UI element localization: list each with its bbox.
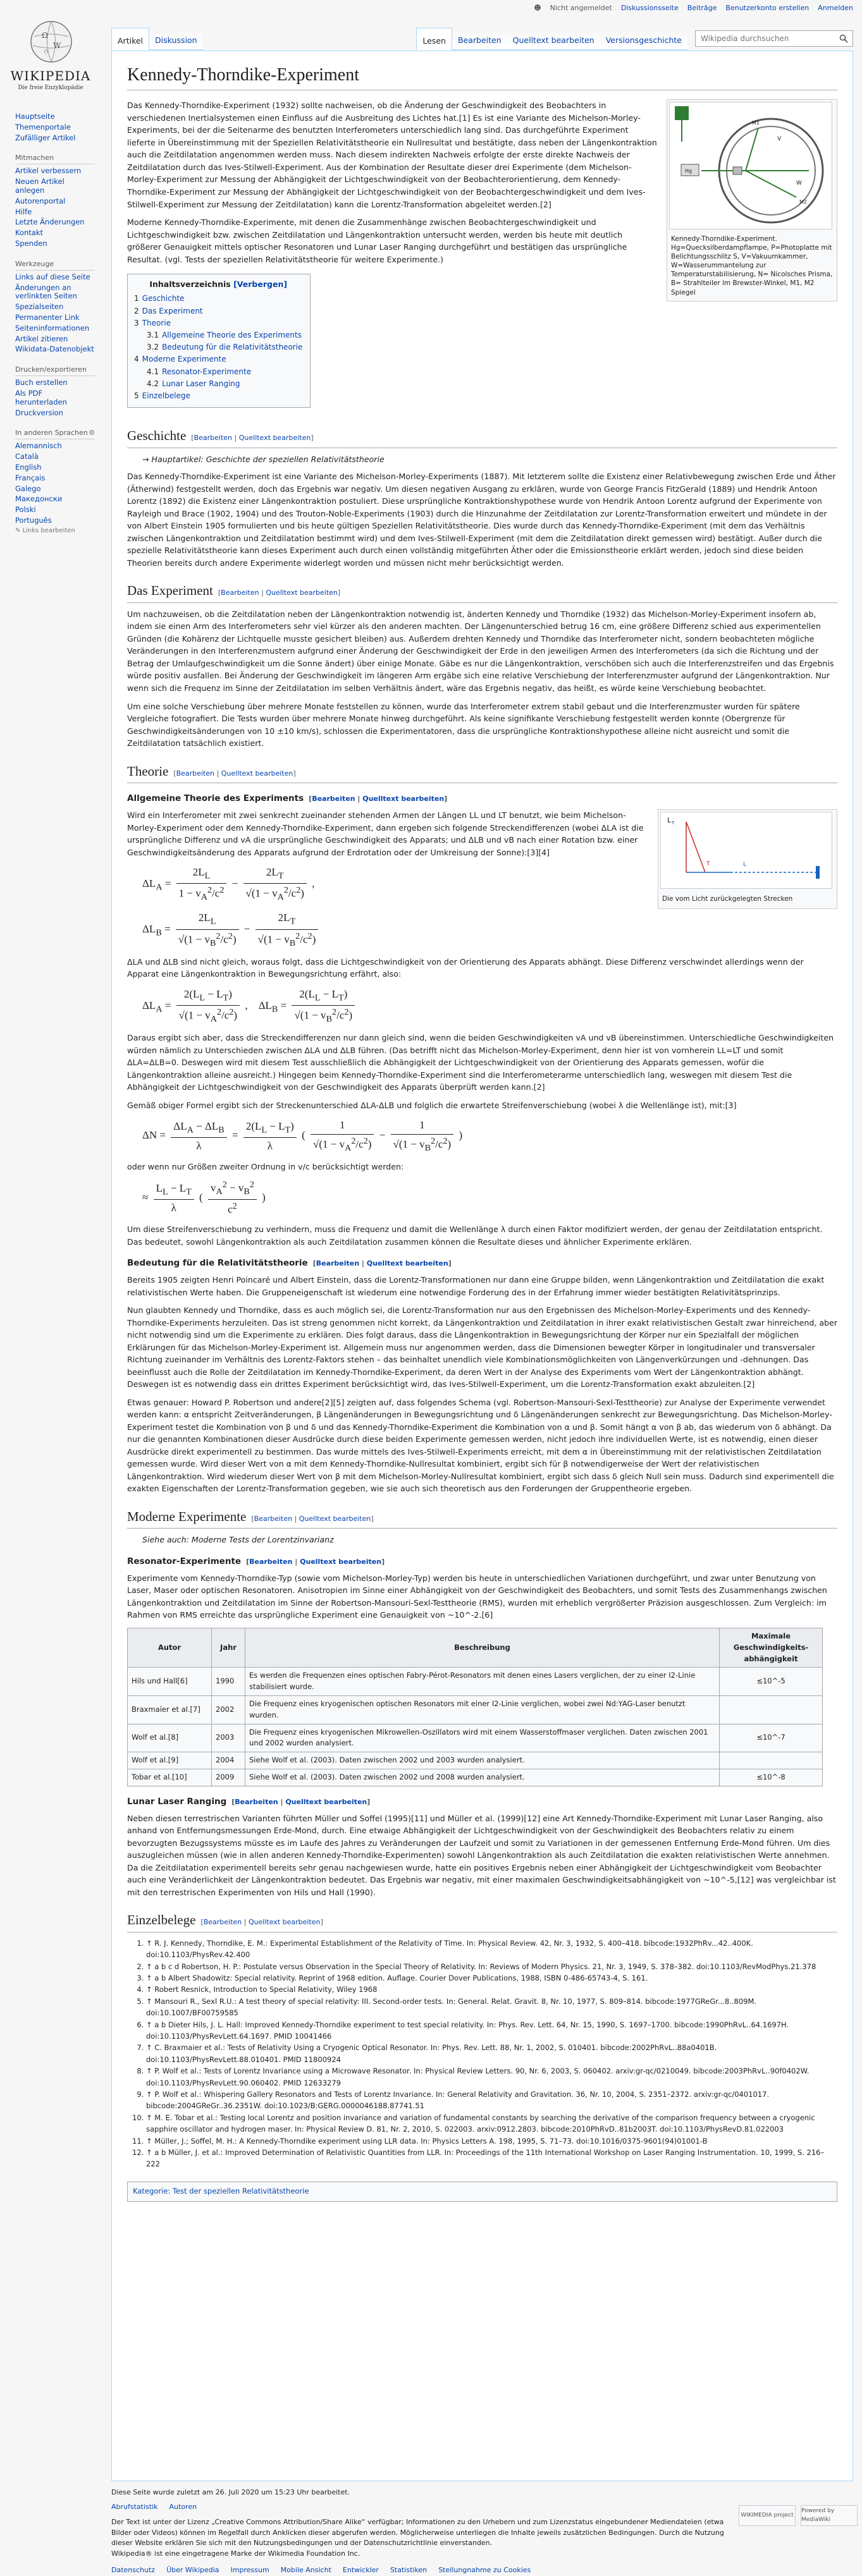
footer-link[interactable]: Über Wikipedia: [166, 2566, 219, 2574]
sidebar-navigation: [15, 113, 95, 142]
table-cell: Siehe Wolf et al. (2003). Daten zwischen 2002 und 2003 wurden analysiert.: [245, 1752, 720, 1769]
sidebar-item[interactable]: Spezialseiten: [15, 302, 64, 312]
equation-fringe-shift: ΔN = $\frac{\Delta L_A - \Delta L_B}{\lambda}$ = $\frac{2(L_L - L_T)}{\lambda}$ ( $\frac{1}{√(1 - v_A^2/c^2)}$ − $\frac{1}{√(1 - v_B^2/c^2)}$ ): [142, 1117, 837, 1155]
sidebar-item[interactable]: Kontakt: [15, 228, 44, 238]
namespace-tabs: [111, 28, 203, 51]
footer-link[interactable]: Datenschutz: [111, 2566, 156, 2574]
wordmark: WIKIPEDIA: [10, 68, 91, 83]
theory-paragraph-3: Daraus ergibt sich aber, dass die Streckendifferenzen nur dann gleich sind, wenn die beiden Geschwindigkeiten vA und vB übereinstimmen. Unterschiedliche Geschwindigkeiten würden nämlich zu Unterschieden zwischen ΔLA und ΔLB führen. (Das betrifft nicht das Michelson-Morley-Experiment, denn hier ist von vornherein LL=LT und somit ΔLA=ΔLB=0. Deswegen wird mit diesem Test ausschließlich die Abhängigkeit der Lichtgeschwindigkeit von der Orientierung des Apparats gemessen, wofür die Längenkontraktion alleine ausreicht.) Hingegen beim Kennedy-Thorndike-Experiment sind die Interferometerarme unterschiedlich lang, weswegen mit diesem Test die Abhängigkeit der Lichtgeschwindigkeit von der Geschwindigkeit des Apparats überprüft werden kann.[2]: [127, 1033, 834, 1092]
category-links: [127, 2182, 837, 2202]
reference-item: 3. ↑ a b Albert Shadowitz: Special relativity. Reprint of 1968 edition. Auflage. Courier Dover Publications, 1988, ISBN 0-486-65743-4, S. 161.: [146, 1972, 837, 1984]
not-logged-in-text: Nicht angemeldet: [550, 3, 612, 12]
table-row: [128, 1668, 823, 1696]
svg-text:W: W: [53, 41, 61, 50]
table-cell: 2002: [212, 1695, 245, 1724]
theory-paragraph-6: Um diese Streifenverschiebung zu verhindern, muss die Frequenz und damit die Wellenlänge λ durch einen Faktor modifiziert werden, der genau der Zeitdilatation entspricht. Das bedeutet, sowohl Längenkontraktion als auch Zeitdilatation zusammen können die Resultate dieses und ähnlicher Experimente erklären.: [127, 1224, 823, 1247]
language-link[interactable]: Galego: [15, 484, 41, 493]
table-cell: ≲10^-8: [720, 1769, 823, 1786]
tab-edit[interactable]: Bearbeiten: [452, 28, 507, 50]
sidebar-item[interactable]: Neuen Artikel anlegen: [15, 177, 65, 195]
edit-source-link[interactable]: Quelltext bearbeiten: [238, 434, 311, 443]
subsection-heading-relativity: Bedeutung für die Relativitätstheorie [Bearbeiten | Quelltext bearbeiten]: [127, 1258, 452, 1269]
license-text: Der Text ist unter der Lizenz „Creative Commons Attribution/Share Alike“ verfügbar; Informationen zu den Urhebern und zum Lizenzstatus eingebundener Mediendateien (etwa Bilder oder Videos) können im Regelfall durch Anklicken dieser abgerufen werden. Möglicherweise unterliegen die Inhalte jeweils zusätzlichen Bedingungen. Durch die Nutzung dieser Website erklären Sie sich mit den Nutzungsbedingungen und der Datenschutzrichtlinie einverstanden.: [111, 2518, 724, 2547]
edit-source-link[interactable]: Quelltext bearbeiten: [300, 1557, 382, 1566]
equation-contracted: $\Delta L_A$ = $\frac{2(L_L - L_T)}{√(1 - v_A^2/c^2)}$ , $\Delta L_B$ = $\frac{2(L_L - L_T)}{√(1 - v_B^2/c^2)}$: [142, 986, 837, 1027]
reference-item: 10. ↑ M. E. Tobar et al.: Testing local Lorentz and position invariance and variation of fundamental constants by searching the derivative of the comparison frequency between a cryogenic sapphire oscillator and hydrogen maser. In: Physical Review D. 81, Nr. 2, 2010, S. 022003. arxiv:0912.2803. bibcode:2010PhRvD..81b2003T. doi:10.1103/PhysRevD.81.022003: [146, 2112, 837, 2135]
sidebar-item[interactable]: Als PDF herunterladen: [15, 388, 67, 406]
footer-links-2: [111, 2565, 858, 2576]
table-row: [128, 1769, 823, 1786]
sidebar-item-main-page[interactable]: Hauptseite: [15, 112, 55, 121]
sidebar-item[interactable]: Letzte Änderungen: [15, 217, 85, 227]
gear-icon[interactable]: ⚙: [89, 429, 95, 437]
sidebar-item[interactable]: Änderungen an verlinkten Seiten: [15, 283, 77, 301]
theory-paragraph-2: ΔLA und ΔLB sind nicht gleich, woraus folgt, dass die Lichtgeschwindigkeit von der Orientierung des Apparats abhängt. Diese Differenz verschwindet allerdings wenn der Apparat eine Längenkontraktion in Bewegungsrichtung erfährt, also:: [127, 956, 804, 979]
edit-source-link[interactable]: Quelltext bearbeiten: [299, 1514, 371, 1523]
table-cell: Tobar et al.[10]: [128, 1769, 212, 1786]
language-link[interactable]: Македонски: [15, 494, 63, 504]
light-path-diagram: [660, 812, 832, 889]
user-icon: ☻: [534, 3, 541, 12]
hatnote: → Hauptartikel: Geschichte der speziellen Relativitätstheorie: [142, 454, 385, 464]
trademark-text: Wikipedia® ist eine eingetragene Marke der Wikimedia Foundation Inc.: [111, 2549, 360, 2558]
apparatus-diagram: [669, 102, 832, 229]
svg-text:T: T: [672, 821, 675, 826]
sidebar-item[interactable]: Wikidata-Datenobjekt: [15, 345, 94, 354]
footer: [111, 2487, 858, 2576]
tab-discussion[interactable]: Diskussion: [149, 28, 202, 50]
table-cell: Siehe Wolf et al. (2003). Daten zwischen 2002 und 2008 wurden analysiert.: [245, 1769, 720, 1786]
reference-item: 6. ↑ a b Dieter Hils, J. L. Hall: Improved Kennedy-Thorndike experiment to test special relativity. In: Phys. Rev. Lett. 64, Nr. 15, 1990, S. 1697–1700. bibcode:1990PhRvL..64.1697H. doi:10.1103/PhysRevLett.64.1697. PMID 10041466: [146, 2019, 837, 2042]
section-edit-links: [Bearbeiten | Quelltext bearbeiten]: [200, 1918, 323, 1927]
table-cell: Braxmaier et al.[7]: [128, 1695, 212, 1724]
edit-link[interactable]: Bearbeiten: [176, 769, 215, 778]
edit-link[interactable]: Bearbeiten: [203, 1918, 242, 1927]
tab-edit-source[interactable]: Quelltext bearbeiten: [507, 28, 600, 50]
sidebar-languages: [15, 429, 95, 534]
toc-item[interactable]: 3 Theorie: [134, 318, 171, 327]
reference-item: 11. ↑ Müller, J.; Soffel, M. H.: A Kennedy-Thorndike experiment using LLR data. In: Physics Letters A. 198, 1995, S. 71–73. doi:10.1016/0375-9601(94)01001-B: [146, 2135, 837, 2147]
svg-text:T: T: [706, 861, 710, 868]
equation-delta-lb: $\Delta L_B$ = $\frac{2L_L}{√(1 - v_B^2/c^2)}$ − $\frac{2L_T}{√(1 - v_B^2/c^2)}$: [142, 910, 837, 950]
mediawiki-badge[interactable]: Powered by MediaWiki: [801, 2505, 858, 2526]
sidebar-item[interactable]: Buch erstellen: [15, 378, 68, 388]
equation-second-order: ≈ $\frac{L_L - L_T}{\lambda}$ ( $\frac{v_A^2 - v_B^2}{c^2}$ ): [142, 1180, 266, 1216]
section-heading-modern: Moderne Experimente [Bearbeiten | Quelltext bearbeiten]: [127, 1506, 837, 1529]
table-header: Maximale Geschwindigkeits-abhängigkeit: [720, 1628, 823, 1667]
subsection-heading-resonator: Resonator-Experimente [Bearbeiten | Quelltext bearbeiten]: [127, 1556, 385, 1566]
toc-item[interactable]: 4.2 Lunar Laser Ranging: [147, 379, 240, 388]
sidebar-item[interactable]: Hilfe: [15, 207, 32, 216]
footer-link[interactable]: Impressum: [230, 2566, 269, 2574]
llr-paragraph: Neben diesen terrestrischen Varianten führten Müller und Soffel (1995)[11] und Müller et al. (1999)[12] eine Art Kennedy-Thorndike-Experiment mit Lunar Laser Ranging, also anhand von Entfernungsmessungen Erde-Mond, durch. Eine etwaige Abhängigkeit der Lichtgeschwindigkeit von der Geschwindigkeit des Beobachters relativ zu einem bevorzugten Bezugssystems müsste es im Laufe des Jahres zu Veränderungen der Laufzeit und somit zu Variationen in der gemessenen Entfernung Erde-Mond führen. Um dies auszugleichen müssen (wie in allen anderen Kennedy-Thorndike-Experimenten) sowohl Längenkontraktion als auch Zeitdilatation die exakten relativistischen Werte annehmen. Da die Zeitdilatation experimentell bereits sehr genau nachgewiesen wurde, hatte ein positives Ergebnis neben einer Abhängigkeit der Lichtgeschwindigkeit vom Beobachter auch eine Veränderlichkeit der Längenkontraktion bedeutet. Das Ergebnis war negativ, mit einer maximalen Geschwindigkeitsabhängigkeit von ~10^-5,[12] was vergleichbar ist mit den terrestrischen Experimenten von Hils und Hall (1990).: [127, 1813, 836, 1897]
tagline: Die freie Enzyklopädie: [18, 85, 83, 91]
toc-item[interactable]: 5 Einzelbelege: [134, 391, 190, 400]
language-link[interactable]: Français: [15, 473, 46, 482]
toc-toggle[interactable]: [Verbergen]: [233, 279, 288, 290]
toc-item[interactable]: 2 Das Experiment: [134, 306, 203, 315]
table-header-row: [128, 1628, 823, 1667]
subsection-heading-llr: Lunar Laser Ranging [Bearbeiten | Quelltext bearbeiten]: [127, 1796, 371, 1807]
page-tabs: [111, 25, 853, 51]
intro-paragraph-2: Moderne Kennedy-Thorndike-Experimente, mit denen die Zusammenhänge zwischen Beobachtergeschwindigkeit und Lichtgeschwindigkeit bzw. zwischen Zeitdilatation und Längenkontraktion untersucht werden, werden bis heute mit deutlich größerer Genauigkeit mittels optischer Resonatoren und Lunar Laser Ranging durchgeführt und bestätigen das ursprüngliche Resultat. (vgl. Tests der speziellen Relativitätstheorie für weitere Experimente.): [127, 217, 627, 264]
reference-list: [146, 1938, 837, 2170]
edit-link[interactable]: Bearbeiten: [316, 1259, 360, 1268]
table-row: [128, 1752, 823, 1769]
reference-item: 9. ↑ P. Wolf et al.: Whispering Gallery Resonators and Tests of Lorentz Invariance. In: General Relativity and Gravitation. 36, Nr. 10, 2004, S. 2351–2372. arxiv:gr-qc/0401017. bibcode:2004GReGr..36.2351W. doi:10.1023/B:GERG.0000046188.87741.51: [146, 2089, 837, 2112]
toc-item[interactable]: 4.1 Resonator-Experimente: [147, 367, 252, 376]
edit-link[interactable]: Bearbeiten: [254, 1514, 293, 1523]
toc-item[interactable]: 4 Moderne Experimente: [134, 355, 226, 364]
table-cell: ≲10^-7: [720, 1724, 823, 1752]
footer-link[interactable]: Entwickler: [342, 2566, 379, 2574]
sidebar-item[interactable]: Artikel zitieren: [15, 334, 68, 343]
sidebar-item[interactable]: Seiteninformationen: [15, 323, 90, 333]
tab-history[interactable]: Versionsgeschichte: [600, 28, 687, 50]
footer-link[interactable]: Abrufstatistik: [111, 2502, 158, 2511]
relativity-paragraph-3: Etwas genauer: Howard P. Robertson und andere[2][5] zeigten auf, dass folgendes Schema (vgl. Robertson-Mansouri-Sexl-Testtheorie) zur Analyse der Experimente verwendet werden kann: α entspricht Zeitveränderungen, β Längenänderungen in Bewegungsrichtung und δ Längenänderungen senkrecht zur Bewegungsrichtung. Das Michelson-Morley-Experiment testet die Kombination von β und δ und das Kennedy-Thorndike-Experiment die Kombination von α und β. Somit hängt α von β ab, das wiederum von δ abhängt. Da nur die genannten Kombinationen dieser Ausdrücke durch diese beiden Experimente gemessen werden, nicht jedoch ihre individuellen Werte, ist es notwendig, einen dieser Ausdrücke direkt experimentell zu bestimmen. Das wurde mittels des Ives-Stilwell-Experiments erreicht, mit dem α in Übereinstimmung mit der relativistischen Zeitdilatation gemessen wurde. Wird dieser Wert von α mit dem Kennedy-Thorndike-Nullresultat kombiniert, ergibt sich für β notwendigerweise der Wert der relativistischen Längenkontraktion. Wird wiederum dieser Wert von β mit dem Michelson-Morley-Nullresultat kombiniert, ergibt sich dass δ gleich Null sein muss. Dadurch sind experimentell die exakten Eigenschaften der Lorentz-Transformation gegeben, wie sie auch sich theoretisch aus den Forderungen der Gruppentheorie ergeben.: [127, 1397, 834, 1494]
edit-source-link[interactable]: Quelltext bearbeiten: [285, 1797, 367, 1806]
table-header: Jahr: [212, 1628, 245, 1667]
table-cell: [720, 1695, 823, 1724]
edit-source-link[interactable]: Quelltext bearbeiten: [266, 589, 338, 597]
reference-item: 8. ↑ P. Wolf et al.: Tests of Lorentz Invariance using a Microwave Resonator. In: Physical Review Letters. 90, Nr. 6, 2003, S. 060402. arxiv:gr-qc/0210049. bibcode:2003PhRvL..90f0402W. doi:10.1103/PhysRevLett.90.060402. PMID 12633279: [146, 2065, 837, 2089]
section-edit-links: [Bearbeiten | Quelltext bearbeiten]: [309, 795, 448, 803]
reference-item: 2. ↑ a b c d Robertson, H. P.: Postulate versus Observation in the Special Theory of Relativity. In: Reviews of Modern Physics. 21, Nr. 3, 1949, S. 378–382. doi:10.1103/RevModPhys.21.378: [146, 1961, 837, 1972]
table-cell: Die Frequenz eines kryogenischen optischen Resonators mit einer I2-Linie verglichen, wobei zwei Nd:YAG-Laser benutzt wurden.: [245, 1695, 720, 1724]
table-cell: Wolf et al.[8]: [128, 1724, 212, 1752]
svg-text:M1: M1: [752, 120, 760, 126]
svg-text:Hg: Hg: [685, 168, 693, 174]
edit-source-link[interactable]: Quelltext bearbeiten: [221, 769, 293, 778]
section-heading-references: Einzelbelege [Bearbeiten | Quelltext bearbeiten]: [127, 1910, 837, 1932]
history-paragraph: Das Kennedy-Thorndike-Experiment ist eine Variante des Michelson-Morley-Experiments (1887). Mit letzterem sollte die Existenz einer Relativbewegung zwischen Erde und Äther (Ätherwind) festgestellt werden, doch das Ergebnis war negativ. Um diesen negativen Ausgang zu erklären, wurde von George Francis FitzGerald (1889) und Hendrik Antoon Lorentz (1892) die Existenz einer Längenkontraktion postuliert. Diese ursprüngliche Kontraktionshypothese wurde von Hendrik Antoon Lorentz aufgrund der Experimente von Rayleigh und Brace (1902, 1904) und des Trouton-Noble-Experiments (1903) durch die Hinzunahme der Zeitdilatation zur Lorentz-Transformation erweitert und mündete in der von Albert Einstein 1905 formulierten und bis heute gültigen Speziellen Relativitätstheorie. Dies wurde durch das Kennedy-Thorndike-Experiment (mit dem das Verhältnis zwischen Längenkontraktion und Zeitdilatation bestimmt wird) und dem Ives-Stilwell-Experiment (mit dem die Zeitdilatation direkt gemessen wird) bestätigt. Außer durch die spezielle Relativitätstheorie kann dieses Experiment auch durch einen vollständig mitgeführten Äther oder die Emissionstheorie erklärt werden, jedoch sind diese beiden Theorien bereits durch andere Experimente widerlegt worden und müssen nicht mehr berücksichtigt werden.: [127, 472, 836, 568]
figure-caption: Kennedy-Thorndike-Experiment. Hg=Quecksilberdampflampe, P=Photoplatte mit Belichtungsschlitz S, V=Vakuumkammer, W=Wasserummantelung zur Temperaturstabilisierung, N= Nicolsches Prisma, B= Strahlteiler im Brewster-Winkel, M1, M2 Spiegel: [671, 235, 833, 296]
language-link[interactable]: Alemannisch: [15, 441, 62, 451]
table-cell: [720, 1752, 823, 1769]
svg-text:V: V: [777, 136, 782, 143]
footer-link[interactable]: Mobile Ansicht: [280, 2566, 331, 2574]
edit-link[interactable]: Bearbeiten: [235, 1797, 278, 1806]
table-header: Autor: [128, 1628, 212, 1667]
edit-link[interactable]: Bearbeiten: [221, 589, 259, 597]
theory-paragraph-1: Wird ein Interferometer mit zwei senkrecht zueinander stehenden Armen der Längen LL und LT benutzt, wie beim Michelson-Morley-Experiment oder dem Kennedy-Thorndike-Experiment, dann ergeben sich folgende Streckendifferenzen (wobei ΔLA ist die ursprüngliche Differenz und vA die ursprüngliche Geschwindigkeit des Apparats; und ΔLB und vB nach einer Rotation bzw. einer Geschwindigkeitsänderung des Apparats aufgrund der Erdrotation oder der Umkreisung der Sonne):[3][4]: [127, 810, 644, 857]
sidebar-heading: Werkzeuge: [15, 260, 95, 271]
edit-source-link[interactable]: Quelltext bearbeiten: [248, 1918, 321, 1927]
section-heading-experiment: Das Experiment [Bearbeiten | Quelltext bearbeiten]: [127, 580, 837, 603]
experiment-paragraph-2: Um eine solche Verschiebung über mehrere Monate feststellen zu können, wurde das Interferometer extrem stabil gebaut und die Interferenzmuster wurden für spätere Vergleiche fotografiert. Die Tests wurden über mehrere Monate hinweg durchgeführt. Als keine signifikante Verschiebung festgestellt werden konnte (Obergrenze für Geschwindigkeitsänderungen von 10 ±10 km/s), schlossen die Experimentatoren, dass die ursprüngliche Kontraktionshypothese alleine nicht ausreicht und somit die Zeitdilatation tatsächlich existiert.: [127, 701, 800, 748]
login-link[interactable]: Anmelden: [818, 3, 853, 12]
search-icon[interactable]: [839, 34, 848, 43]
toc-item[interactable]: 3.1 Allgemeine Theorie des Experiments: [147, 331, 302, 340]
category-label-link[interactable]: Kategorie:: [133, 2186, 171, 2195]
edit-link[interactable]: Bearbeiten: [249, 1557, 293, 1566]
contributions-link[interactable]: Beiträge: [687, 3, 717, 12]
resonator-paragraph: Experimente vom Kennedy-Thorndike-Typ (sowie vom Michelson-Morley-Typ) werden bis heute in unterschiedlichen Variationen durchgeführt, und zwar unter Benutzung von Laser, Maser oder optischen Resonatoren. Anisotropien im Sinne einer Abhängigkeit von der Geschwindigkeit des Beobachters, und somit Tests des Zusammenhangs zwischen Längenkontraktion und Zeitdilatation im Sinne der Robertson-Mansouri-Sexl-Testtheorie (RMS), wurden mit erheblich vergrößerter Präzision ausgeschlossen. Zum Vergleich: im Rahmen von RMS erreichte das ursprüngliche Experiment eine Genauigkeit von ~10^-2.[6]: [127, 1573, 827, 1620]
puzzle-globe-icon: [29, 18, 73, 64]
sidebar: [15, 113, 95, 546]
sidebar-item[interactable]: Links auf diese Seite: [15, 272, 90, 281]
article-content: [111, 51, 853, 2481]
light-path-figure: [658, 809, 837, 909]
table-cell: Hils und Hall[6]: [128, 1668, 212, 1696]
section-edit-links: [Bearbeiten | Quelltext bearbeiten]: [251, 1514, 374, 1523]
reference-item: 1. ↑ R. J. Kennedy, Thorndike, E. M.: Experimental Establishment of the Relativity of Time. In: Physical Review. 42, Nr. 3, 1932, S. 400–418. bibcode:1932PhRv...42..400K. doi:10.1103/PhysRev.42.400: [146, 1938, 837, 1961]
category-link[interactable]: Test der speziellen Relativitätstheorie: [172, 2186, 309, 2195]
language-link[interactable]: Português: [15, 515, 52, 525]
edit-link[interactable]: Bearbeiten: [194, 434, 233, 443]
toc-item[interactable]: 3.2 Bedeutung für die Relativitätstheorie: [147, 343, 303, 352]
section-edit-links: [Bearbeiten | Quelltext bearbeiten]: [191, 434, 314, 443]
toc-title: Inhaltsverzeichnis [Verbergen]: [149, 279, 288, 290]
table-cell: 1990: [212, 1668, 245, 1696]
svg-text:W: W: [796, 180, 802, 187]
sidebar-item[interactable]: Permanenter Link: [15, 312, 80, 322]
last-edit-text: Diese Seite wurde zuletzt am 26. Juli 2020 um 15:23 Uhr bearbeitet.: [111, 2488, 350, 2496]
relativity-paragraph-1: Bereits 1905 zeigten Henri Poincaré und Albert Einstein, dass die Lorentz-Transformationen nur dann eine Gruppe bilden, wenn Längenkontraktion und Zeitdilatation die exakt relativistischen Werte haben. Die Gruppeneigenschaft ist wiederum eine notwendige Forderung des in der Erfahrung immer wieder bestätigten Relativitätsprinzips.: [127, 1275, 825, 1297]
section-edit-links: [Bearbeiten | Quelltext bearbeiten]: [246, 1557, 385, 1566]
footer-link[interactable]: Autoren: [169, 2502, 197, 2511]
toc-item[interactable]: 1 Geschichte: [134, 294, 185, 303]
sidebar-heading: In anderen Sprachen ⚙: [15, 429, 95, 439]
sidebar-item-portals[interactable]: Themenportale: [15, 122, 71, 131]
infobox-figure: [667, 99, 837, 301]
sidebar-heading: Mitmachen: [15, 154, 95, 164]
view-tabs: [416, 28, 687, 51]
table-cell: 2004: [212, 1752, 245, 1769]
sidebar-item-random[interactable]: Zufälliger Artikel: [15, 133, 76, 142]
table-of-contents: [127, 274, 311, 408]
table-cell: ≲10^-5: [720, 1668, 823, 1696]
table-cell: Es werden die Frequenzen eines optischen Fabry-Pérot-Resonators mit denen eines Lasers verglichen, der zu einer I2-Linie stabilisiert wurde.: [245, 1668, 720, 1696]
reference-item: 7. ↑ C. Braxmaier et al.: Tests of Relativity Using a Cryogenic Optical Resonator. In: Phys. Rev. Lett. 88, Nr. 1, 2002, S. 010401. bibcode:2002PhRvL..88a0401B. doi:10.1103/PhysRevLett.88.010401. PMID 11800924: [146, 2042, 837, 2065]
edit-source-link[interactable]: Quelltext bearbeiten: [366, 1259, 448, 1268]
table-cell: Die Frequenz eines kryogenischen Mikrowellen-Oszillators wird mit einem Wasserstoffmaser verglichen. Daten zwischen 2001 und 2002 wurden analysiert.: [245, 1724, 720, 1752]
pencil-icon: ✎: [15, 527, 21, 534]
wikimedia-badge[interactable]: WIKIMEDIA project: [739, 2505, 796, 2526]
sidebar-item[interactable]: Autorenportal: [15, 196, 66, 205]
language-link[interactable]: Català: [15, 452, 39, 461]
wikipedia-logo[interactable]: [0, 0, 101, 101]
svg-text:Ω: Ω: [42, 31, 48, 40]
language-link[interactable]: Polski: [15, 505, 36, 515]
figure-caption: Die vom Licht zurückgelegten Strecken: [662, 895, 793, 903]
relativity-paragraph-2: Nun glaubten Kennedy und Thorndike, dass es auch möglich sei, die Lorentz-Transformation nur aus den Ergebnissen des Michelson-Morley-Experiments und des Kennedy-Thorndike-Experiments herzuleiten. Das ist streng genommen nicht korrekt, da Längenkontraktion und Zeitdilatation in ihrer exakt relativistischen Gestalt zwar hinreichend, aber nicht notwendig sind um die Experimente zu erklären. Dies folgt daraus, dass die Längenkontraktion in Bewegungsrichtung der Körper nur ein Spezialfall der möglichen Erklärungen für das Michelson-Morley-Experiment ist. Allgemein muss nur angenommen werden, dass die Dimensionen bewegter Körper in longitudinaler und transversaler Richtung zueinander im Verhältnis des Lorentz-Faktors stehen – das beinhaltet unendlich viele Kombinationsmöglichkeiten von Längenverkürzungen und -dehnungen. Das beeinflusst auch die Rolle der Zeitdilatation im Kennedy-Thorndike-Experiment, da deren Wert in der Analyse des Experiments vom Wert der Längenkontraktion abhängt. Deswegen ist es notwendig dass ein drittes Experiment berücksichtigt wird, das Ives-Stilwell-Experiment, um die Lorentz-Transformation exakt abzuleiten.[2]: [127, 1305, 837, 1389]
edit-source-link[interactable]: Quelltext bearbeiten: [362, 795, 445, 803]
footer-link[interactable]: Statistiken: [390, 2566, 428, 2574]
subsection-heading-general-theory: Allgemeine Theorie des Experiments [Bearbeiten | Quelltext bearbeiten]: [127, 793, 448, 804]
edit-language-links[interactable]: Links bearbeiten: [22, 527, 75, 534]
theory-paragraph-4: Gemäß obiger Formel ergibt sich der Streckenunterschied ΔLA-ΔLB und folglich die erwartete Streifenverschiebung (wobei λ die Wellenlänge ist), mit:[3]: [127, 1100, 737, 1110]
edit-link[interactable]: Bearbeiten: [312, 795, 355, 803]
hatnote: Siehe auch: Moderne Tests der Lorentzinvarianz: [142, 1535, 334, 1545]
table-row: [128, 1724, 823, 1752]
tab-article[interactable]: Artikel: [111, 28, 149, 51]
table-cell: 2009: [212, 1769, 245, 1786]
table-row: [128, 1695, 823, 1724]
sidebar-participate: [15, 154, 95, 248]
reference-item: 4. ↑ Robert Resnick, Introduction to Special Relativity, Wiley 1968: [146, 1984, 837, 1995]
equation-delta-la: $\Delta L_A$ = $\frac{2L_L}{1 - v_A^2/c^2}$ − $\frac{2L_T}{√(1 - v_A^2/c^2)}$ ,: [142, 864, 837, 905]
experiments-table: [127, 1628, 823, 1786]
sidebar-item[interactable]: Artikel verbessern: [15, 166, 82, 176]
sidebar-tools: [15, 260, 95, 354]
section-heading-history: Geschichte [Bearbeiten | Quelltext bearbeiten]: [127, 425, 837, 448]
language-link[interactable]: English: [15, 462, 42, 472]
table-header: Beschreibung: [245, 1628, 720, 1667]
table-cell: Wolf et al.[9]: [128, 1752, 212, 1769]
section-heading-theory: Theorie [Bearbeiten | Quelltext bearbeiten]: [127, 761, 837, 784]
experiment-paragraph-1: Um nachzuweisen, ob die Zeitdilatation neben der Längenkontraktion notwendig ist, änderten Kennedy und Thorndike (1932) das Michelson-Morley-Experiment insofern ab, indem sie einen Arm des Interferometers sehr viel kürzer als den anderen machten. Der Längenunterschied betrug 16 cm, eine größere Differenz schied aus experimentellen Gründen (die Kohärenz der Lichtquelle musste gesichert bleiben) aus. Außerdem drehten Kennedy und Thorndike das Interferometer nicht, sondern beobachteten mögliche Veränderungen in den Interferenzmustern aufgrund einer Änderung der Geschwindigkeit der Erde in den jeweiligen Armen des Interferometers (da sich die Richtung und der Betrag der Umlaufgeschwindigkeit um die Sonne ändert) über einige Monate. Gäbe es nur die Längenkontraktion, verschöben sich auch die Interferenzstreifen und das Ergebnis würde positiv ausfallen. Bei Änderung der Geschwindigkeit im längeren Arm ergäbe sich eine relative Verschiebung der Interferenzmuster aufgrund der Längenkontraktion. Nur wenn sich die Frequenz im Sinne der Zeitdilatation im selben Verhältnis ändert, wäre das Ergebnis negativ, das heißt, es würde keine Verschiebung beobachtet.: [127, 609, 834, 693]
sidebar-item[interactable]: Spenden: [15, 238, 47, 248]
intro-paragraph-1: Das Kennedy-Thorndike-Experiment (1932) sollte nachweisen, ob die Änderung der Geschwindigkeit des Beobachters in verschiedenen Inertialsystemen einen Einfluss auf die Ausbreitung des Lichtes hat.[1] Es ist eine Variante des Michelson-Morley-Experiments, bei der die Seitenarme des benutzten Interferometers unterschiedlich lang sind. Das durchgeführte Experiment lieferte in Übereinstimmung mit der Speziellen Relativitätstheorie ein Nullresultat und bestätigte, dass neben der Längenkontraktion auch die Zeitdilatation angenommen werden muss. Nach diesem indirekten Nachweis erfolgte der erste direkte Nachweis der Zeitdilatation durch das Ives-Stilwell-Experiment. Aus der Kombination der Resultate dieser drei Experimente (dem Michelson-Morley-Experiment zur Messung der Abhängigkeit der Lichtgeschwindigkeit von der Beobachterorientierung, dem Kennedy-Thorndike-Experiment zur Messung der Abhängigkeit der Lichtgeschwindigkeit von der Beobachtergeschwindigkeit und dem Ives-Stilwell-Experiment zur Messung der Zeitdilatation) kann die Lorentz-Transformation abgeleitet werden.[2]: [127, 101, 657, 209]
svg-text:M2: M2: [799, 199, 807, 205]
sidebar-print: [15, 365, 95, 417]
create-account-link[interactable]: Benutzerkonto erstellen: [725, 3, 810, 12]
reference-item: 5. ↑ Mansouri R., Sexl R.U.: A test theory of special relativity: III. Second-order tests. In: General. Relat. Gravit. 8, Nr. 10, 1977, S. 809–814. bibcode:1977GReGr...8..809M. doi:10.1007/BF00759585: [146, 1996, 837, 2019]
tab-read[interactable]: Lesen: [416, 28, 452, 51]
footer-badges: [739, 2505, 858, 2526]
personal-tools: [534, 0, 853, 15]
section-edit-links: [Bearbeiten | Quelltext bearbeiten]: [231, 1797, 371, 1806]
sidebar-item[interactable]: Druckversion: [15, 408, 63, 417]
talk-link[interactable]: Diskussionsseite: [620, 3, 679, 12]
svg-text:L: L: [743, 862, 747, 869]
reference-item: 12. ↑ a b Müller, J. et al.: Improved Determination of Relativistic Quantities from LLR. In: Proceedings of the 11th International Workshop on Laser Ranging Instrumentation. 10, 1999, S. 216–222: [146, 2147, 837, 2170]
footer-link[interactable]: Stellungnahme zu Cookies: [438, 2566, 531, 2574]
section-edit-links: [Bearbeiten | Quelltext bearbeiten]: [173, 769, 296, 778]
svg-text:L: L: [667, 816, 672, 825]
light-source-shape: [675, 106, 689, 120]
section-edit-links: [Bearbeiten | Quelltext bearbeiten]: [312, 1259, 452, 1268]
theory-paragraph-5: oder wenn nur Größen zweiter Ordnung in v/c berücksichtigt werden:: [127, 1161, 404, 1171]
page-title: Kennedy-Thorndike-Experiment: [127, 61, 837, 90]
table-cell: 2003: [212, 1724, 245, 1752]
search-input[interactable]: Wikipedia durchsuchen: [695, 30, 853, 47]
section-edit-links: [Bearbeiten | Quelltext bearbeiten]: [218, 589, 341, 597]
svg-text:ウ: ウ: [43, 49, 49, 56]
sidebar-heading: Drucken/exportieren: [15, 365, 95, 376]
